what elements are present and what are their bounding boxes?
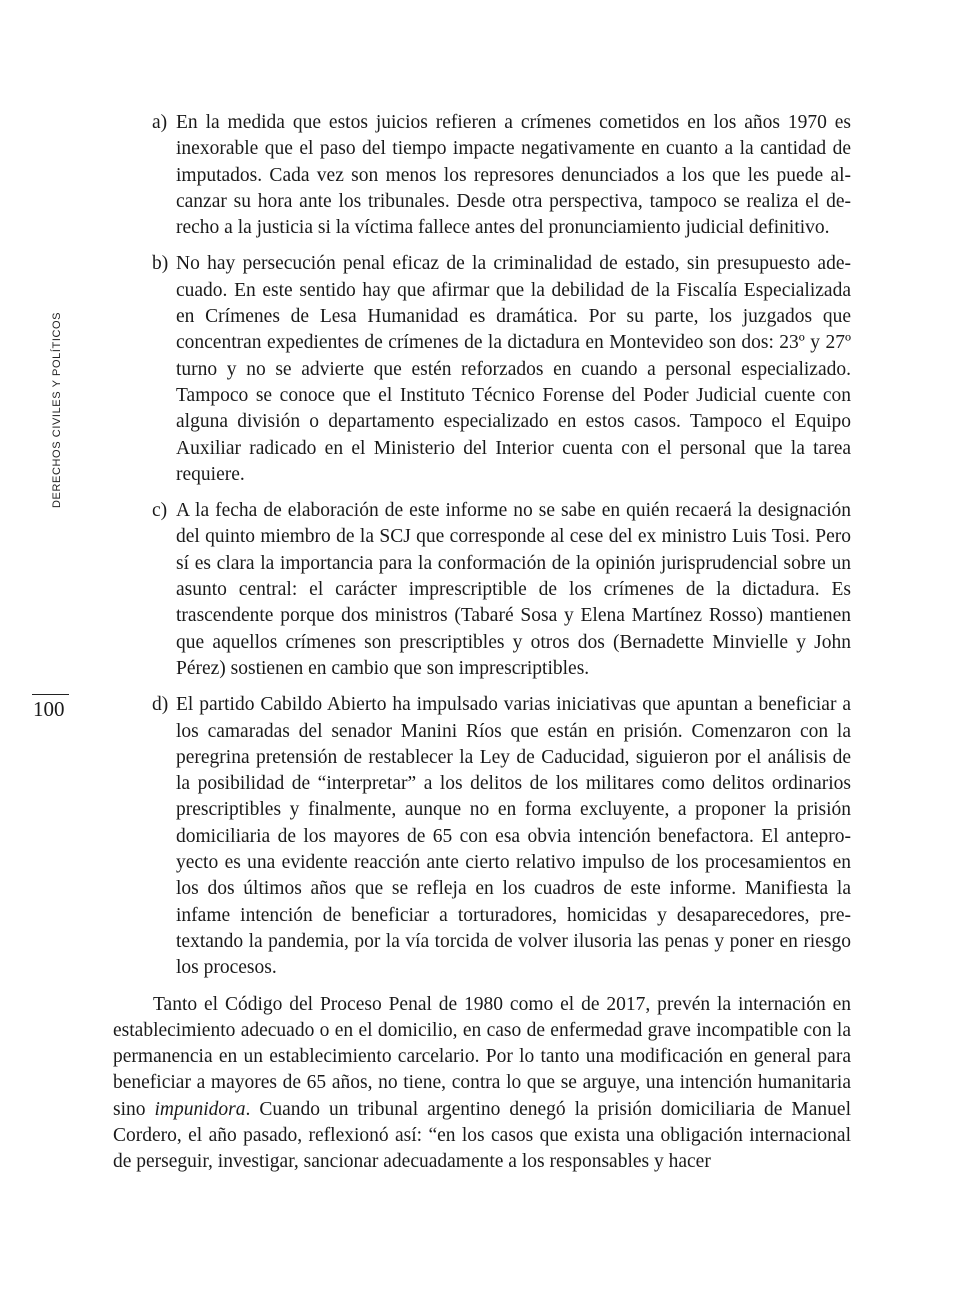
list-item-d [113, 692, 851, 981]
page-number-rule [32, 694, 69, 695]
list-marker: c) [152, 500, 168, 522]
list-item-a [113, 110, 851, 241]
list-item-text: En la medida que estos juicios refieren a crímenes cometidos en los años 1970 es inexorable que el paso del tiempo impacte negativamente en cuanto a la cantidad de imputados. Cada vez son menos los represores denunciados a los que les puede alcanzar su hora ante los tribunales. Desde otra perspectiva, tampoco se realiza el derecho a la justicia si la víctima fallece antes del pronunciamiento judicial definitivo. [176, 112, 851, 239]
running-head: DERECHOS CIVILES Y POLÍTICOS [51, 311, 63, 508]
list-item-text: No hay persecución penal eficaz de la criminalidad de estado, sin presupuesto adecuado. En este sentido hay que afirmar que la debilidad de la Fiscalía Especializada en Crímenes de Lesa Humanidad es dramática. Por su parte, los juzgados que concentran expedientes de crímenes de la dictadura en Montevideo son dos: 23º y 27º turno y no se advierte que estén reforzados en cuando a personal especializado. Tampoco se conoce que el Instituto Técnico Forense del Poder Judicial cuente con alguna división o departamento especializado en estos casos. Tampoco el Equipo Auxiliar radicado en el Ministerio del Interior cuenta con el personal que la tarea requiere. [176, 253, 851, 485]
list-marker: a) [152, 112, 168, 133]
list-marker: b) [152, 253, 169, 275]
paragraph-text-end: . Cuando un tribunal argentino denegó la prisión domiciliaria de Manuel Cordero, el año pasado, reflexionó así: “en los casos que exista una obligación internacional de perseguir, investigar, sancionar adecuadamente a los responsables y hacer [113, 1098, 851, 1173]
body-paragraph [113, 992, 851, 1176]
list-item-text: El partido Cabildo Abierto ha impulsado varias iniciativas que apuntan a beneficiar a los camaradas del senador Manini Ríos que están en prisión. Comenzaron con la peregrina pretensión de restablecer la Ley de Caducidad, siguieron por el análisis de la posibilidad de “interpretar” a los delitos de los militares como delitos ordinarios prescriptibles y finalmente, aunque no en forma excluyente, a proponer la prisión domiciliaria de los mayores de 65 con esa obvia intención benefactora. El anteproyecto es una evidente reacción ante cierto relativo impulso de los procesamientos en los dos últimos años que se refleja en los cuadros de este informe. Manifiesta la infame intención de beneficiar a torturadores, homicidas y desaparecedores, pretextando la pandemia, por la vía torcida de volver ilusoria las penas y poner en riesgo los procesos. [176, 694, 851, 979]
paragraph-text-start: Tanto el Código del Proceso Penal de 1980 como el de 2017, prevén la internación en establecimiento adecuado o en el domicilio, en caso de enfermedad grave incompatible con la permanencia en un establecimiento carcelario. Por lo tanto una modificación en general para beneficiar a mayores de 65 años, no tiene, contra lo que se arguye, una intención humanitaria sino [113, 993, 851, 1120]
body-text [113, 110, 851, 1195]
italic-term: impunidora [154, 1098, 246, 1120]
list-item-b [113, 251, 851, 488]
list-item-c [113, 498, 851, 682]
list-item-text: A la fecha de elaboración de este informe no se sabe en quién recaerá la designación del quinto miembro de la SCJ que corresponde al cese del ex ministro Luis Tosi. Pero sí es clara la importancia para la conformación de la opinión jurisprudencial sobre un asunto central: el carácter imprescriptible de los crímenes de la dictadura. Es trascendente porque dos ministros (Tabaré Sosa y Elena Martínez Rosso) mantienen que aquellos crímenes son prescriptibles y otros dos (Bernadette Minvielle y John Pérez) sostienen en cambio que son imprescriptibles. [176, 500, 851, 679]
list-marker: d) [152, 694, 169, 716]
page-number: 100 [33, 697, 65, 721]
